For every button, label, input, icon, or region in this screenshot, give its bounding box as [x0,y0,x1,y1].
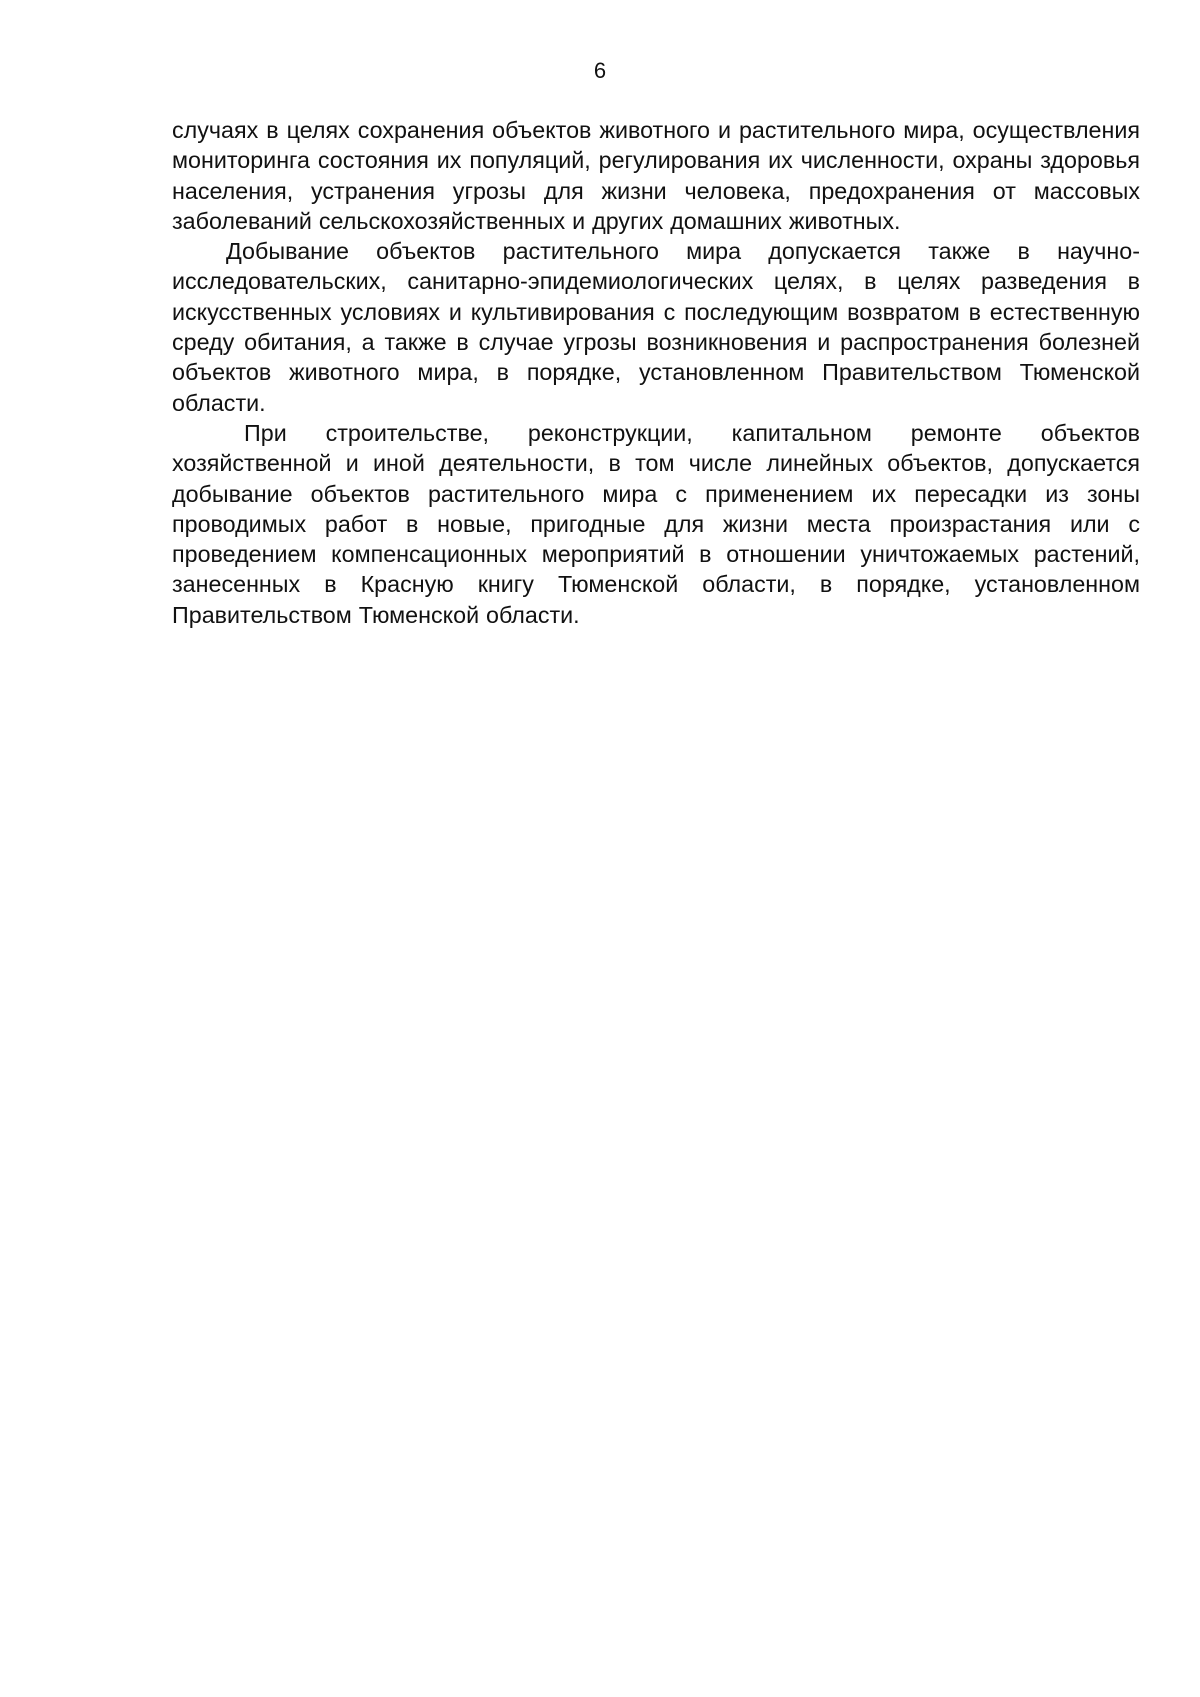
page-number: 6 [593,58,607,83]
paragraph-construction-extraction: При строительстве, реконструкции, капитальном ремонте объектов хозяйственной и иной деятельности, в том числе линейных объектов, допускается добывание объектов растительного мира с применением их пересадки из зоны проводимых работ в новые, пригодные для жизни места произрастания или с проведением компенсационных мероприятий в отношении уничтожаемых растений, занесенных в Красную книгу Тюменской области, в порядке, установленном Правительством Тюменской области. [172,419,1140,628]
document-body [172,115,1140,630]
paragraph-continuation: случаях в целях сохранения объектов животного и растительного мира, осуществления мониторинга состояния их популяций, регулирования их численности, охраны здоровья населения, устранения угрозы для жизни человека, предохранения от массовых заболеваний сельскохозяйственных и других домашних животных. [172,117,1140,234]
paragraph-extraction-purposes: Добывание объектов растительного мира допускается также в научно-исследовательских, санитарно-эпидемиологических целях, в целях разведения в искусственных условиях и культивирования с последующим возвратом в естественную среду обитания, а также в случае угрозы возникновения и распространения болезней объектов животного мира, в порядке, установленном Правительством Тюменской области. [172,238,1140,416]
